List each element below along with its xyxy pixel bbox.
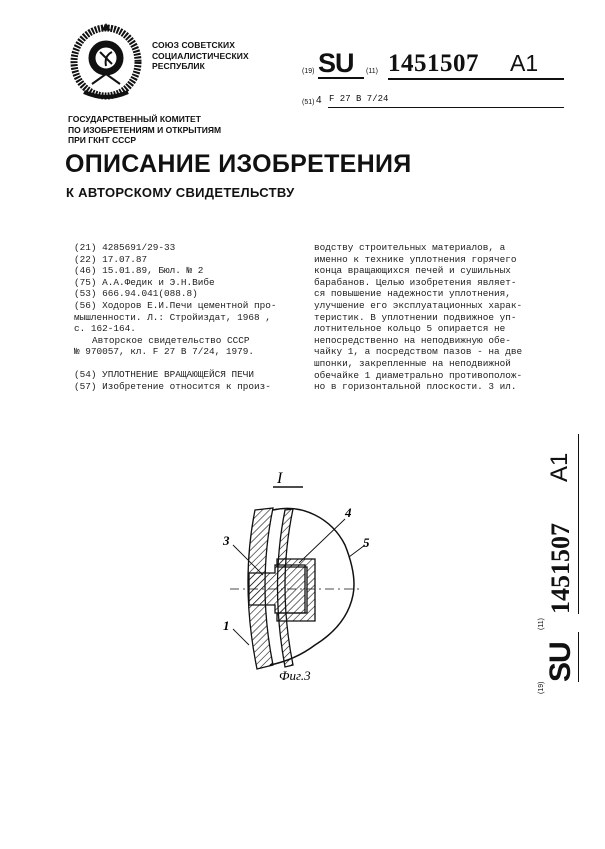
union-line: СОЮЗ СОВЕТСКИХ <box>152 40 236 50</box>
biblio-line: (22) 17.07.87 <box>74 253 148 265</box>
divider <box>328 107 564 108</box>
abstract-line: именно к технике уплотнения горячего <box>314 253 517 265</box>
document-title: ОПИСАНИЕ ИЗОБРЕТЕНИЯ <box>65 150 412 178</box>
abstract-line: теристик. В уплотнении подвижное уп- <box>314 311 517 323</box>
code-19: (19) <box>302 68 315 75</box>
cert-line: № 970057, кл. F 27 В 7/24, 1979. <box>74 346 255 358</box>
ipc-row <box>302 94 564 110</box>
section-label: I <box>277 470 283 487</box>
ussr-emblem-icon <box>62 22 152 102</box>
biblio-line: (56) Ходоров Е.И.Печи цементной про- <box>74 299 277 311</box>
union-line: СОЦИАЛИСТИЧЕСКИХ <box>152 50 249 61</box>
abstract-text <box>314 242 522 393</box>
biblio-line: (75) А.А.Федик и Э.Н.Вибе <box>74 276 215 288</box>
code-51: (51) <box>302 99 315 106</box>
figure-caption: Фиг.3 <box>279 668 311 683</box>
kind-code: A1 <box>546 452 573 482</box>
ipc-edition: 4 <box>316 95 322 106</box>
biblio-line: с. 162-164. <box>74 323 136 335</box>
code-11: (11) <box>538 618 545 630</box>
invention-title: (54) УПЛОТНЕНИЕ ВРАЩАЮЩЕЙСЯ ПЕЧИ <box>74 368 255 380</box>
patent-number: 1451507 <box>388 50 479 77</box>
committee-line: ПРИ ГКНТ СССР <box>68 135 137 145</box>
kind-code: A1 <box>510 50 539 76</box>
committee-line: ПО ИЗОБРЕТЕНИЯМ И ОТКРЫТИЯМ <box>68 124 222 135</box>
divider <box>388 78 564 80</box>
part-label: 3 <box>223 533 230 548</box>
side-patent-id <box>540 424 580 694</box>
code-11: (11) <box>366 68 378 75</box>
biblio-line: (46) 15.01.89, Бюл. № 2 <box>74 265 204 277</box>
union-name <box>152 40 249 72</box>
abstract-line: но в горизонтальной плоскости. 3 ил. <box>314 381 517 393</box>
part-label: 1 <box>223 618 230 633</box>
patent-number: 1451507 <box>546 523 575 614</box>
biblio-line: мышленности. Л.: Стройиздат, 1968 , <box>74 311 271 323</box>
document-subtitle: К АВТОРСКОМУ СВИДЕТЕЛЬСТВУ <box>66 185 295 200</box>
abstract-line: лотнительное кольцо 5 опирается не <box>314 323 506 335</box>
code-19: (19) <box>538 681 545 694</box>
technical-drawing <box>215 465 375 695</box>
abstract-line: обечайке 1 диаметрально противополож- <box>314 369 523 381</box>
union-line: РЕСПУБЛИК <box>152 61 205 71</box>
abstract-line: конца вращающихся печей и сушильных <box>314 265 511 277</box>
abstract-line: барабанов. Целью изобретения являет- <box>314 276 517 288</box>
part-label: 4 <box>345 505 352 520</box>
patent-id-row <box>302 50 564 80</box>
part-label: 5 <box>363 535 370 550</box>
divider <box>318 77 364 79</box>
abstract-line: чайку 1, а посредством пазов - на две <box>314 346 523 358</box>
cert-line: Авторское свидетельство СССР <box>92 334 250 346</box>
abstract-line: водству строительных материалов, а <box>314 242 506 253</box>
divider <box>578 632 579 682</box>
biblio-line: (21) 4285691/29-33 <box>74 242 176 253</box>
divider <box>578 434 579 614</box>
abstract-line: непосредственно на неподвижную обе- <box>314 334 511 346</box>
abstract-line: улучшение его эксплуатационных харак- <box>314 299 523 311</box>
abstract-start: (57) Изобретение относится к произ- <box>74 380 271 392</box>
biblio-line: (53) 666.94.041(088.8) <box>74 288 198 300</box>
country-code: SU <box>318 48 354 78</box>
leader-line <box>233 629 249 645</box>
bibliographic-data <box>74 242 277 392</box>
country-code: SU <box>544 642 577 682</box>
leader-line <box>299 519 345 563</box>
ipc-class: F 27 B 7/24 <box>329 94 389 104</box>
abstract-line: шпонки, закрепленные на неподвижной <box>314 357 511 369</box>
committee-line: ГОСУДАРСТВЕННЫЙ КОМИТЕТ <box>68 114 201 124</box>
abstract-line: ся повышение надежности уплотнения, <box>314 288 511 300</box>
committee-name <box>68 114 221 146</box>
